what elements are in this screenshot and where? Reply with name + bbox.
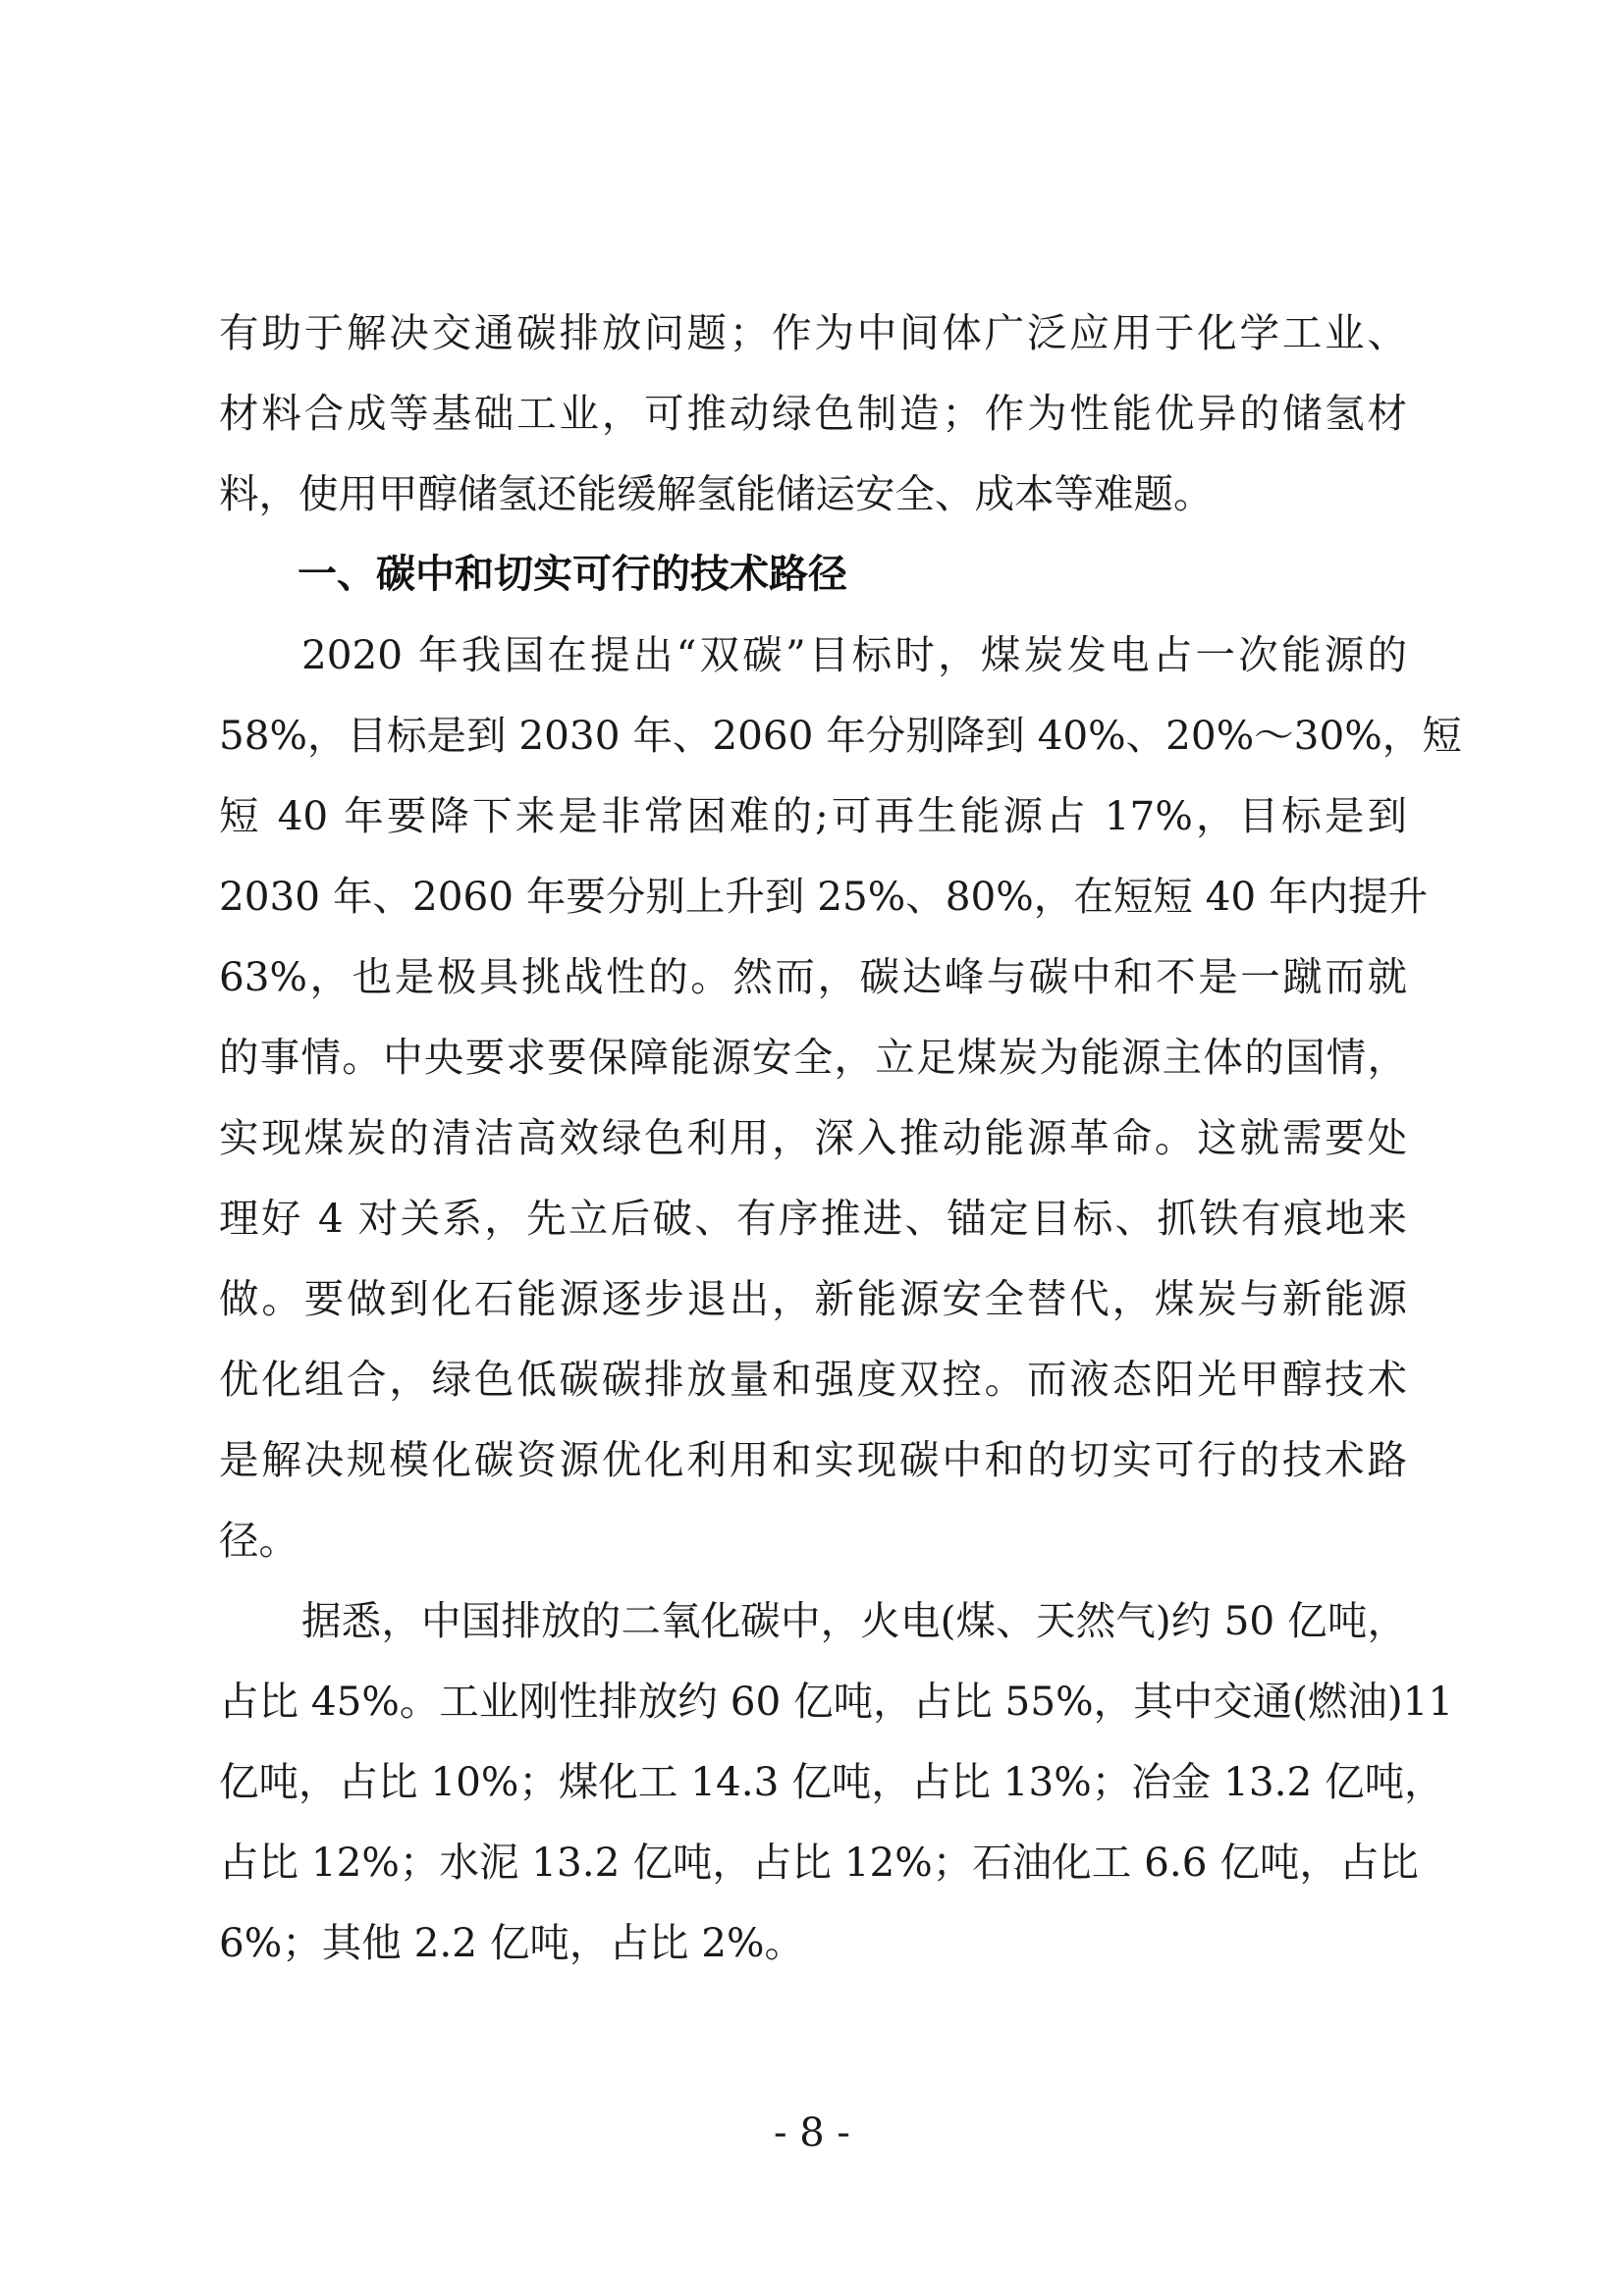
paragraph-line: 料，使用甲醇储氢还能缓解氢能储运安全、成本等难题。 [219,470,1214,517]
paragraph-line: 占比 12%；水泥 13.2 亿吨，占比 12%；石油化工 6.6 亿吨，占比 [219,1839,1419,1886]
paragraph-line: 做。要做到化石能源逐步退出，新能源安全替代，煤炭与新能源 [219,1275,1407,1322]
paragraph-line: 实现煤炭的清洁高效绿色利用，深入推动能源革命。这就需要处 [219,1114,1407,1161]
paragraph-line: 亿吨，占比 10%；煤化工 14.3 亿吨，占比 13%；冶金 13.2 亿吨， [219,1758,1444,1805]
paragraph-line: 的事情。中央要求要保障能源安全，立足煤炭为能源主体的国情， [219,1034,1407,1081]
paragraph-line: 理好 4 对关系，先立后破、有序推进、锚定目标、抓铁有痕地来 [219,1195,1407,1242]
page-number: - 8 - [774,2110,850,2156]
paragraph-line: 2020 年我国在提出“双碳”目标时，煤炭发电占一次能源的 [301,631,1407,678]
body-text [219,293,1462,1983]
paragraph-line: 是解决规模化碳资源优化利用和实现碳中和的切实可行的技术路 [219,1436,1407,1483]
paragraph-line: 据悉，中国排放的二氧化碳中，火电(煤、天然气)约 50 亿吨， [301,1597,1407,1644]
paragraph-line: 占比 45%。工业刚性排放约 60 亿吨，占比 55%，其中交通(燃油)11 [219,1678,1454,1725]
paragraph-line: 材料合成等基础工业，可推动绿色制造；作为性能优异的储氢材 [219,390,1407,437]
section-heading: 一、碳中和切实可行的技术路径 [298,552,847,597]
paragraph-line: 径。 [219,1517,298,1564]
paragraph-line: 短 40 年要降下来是非常困难的;可再生能源占 17%，目标是到 [219,792,1407,839]
paragraph-line: 有助于解决交通碳排放问题；作为中间体广泛应用于化学工业、 [219,309,1407,356]
paragraph-line: 63%，也是极具挑战性的。然而，碳达峰与碳中和不是一蹴而就 [219,953,1407,1000]
paragraph-line: 58%，目标是到 2030 年、2060 年分别降到 40%、20%～30%，短 [219,712,1462,759]
paragraph-line: 优化组合，绿色低碳碳排放量和强度双控。而液态阳光甲醇技术 [219,1356,1407,1403]
paragraph-line: 2030 年、2060 年要分别上升到 25%、80%，在短短 40 年内提升 [219,873,1429,920]
paragraph-line: 6%；其他 2.2 亿吨，占比 2%。 [219,1919,805,1966]
